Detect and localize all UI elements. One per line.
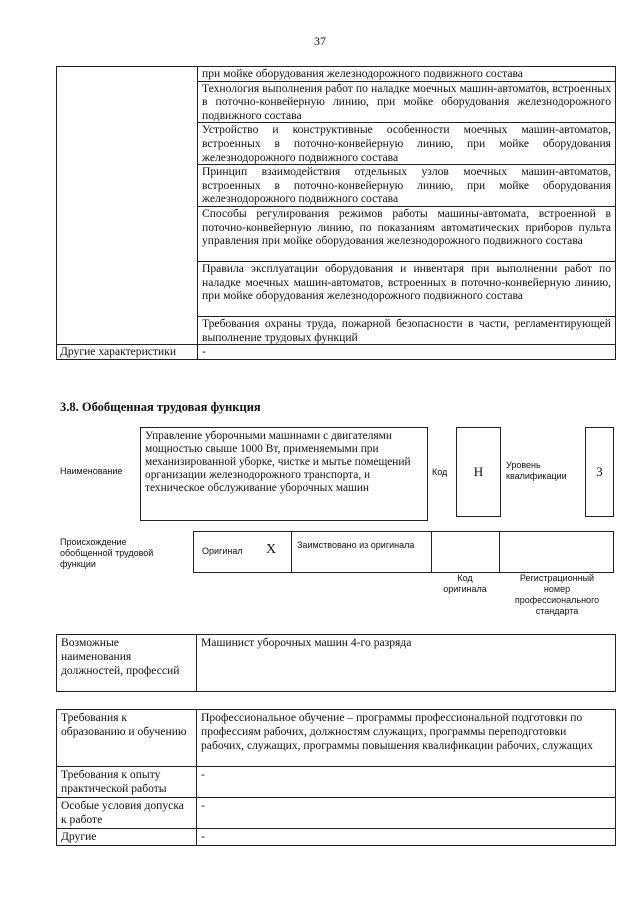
table-row xyxy=(57,829,616,846)
requirement-value: - xyxy=(197,829,616,846)
table-cell: - xyxy=(198,345,616,360)
table-cell: Правила эксплуатации оборудования и инвентаря при выполнении работ по наладке моечных машин-автоматов, встроенных в поточно-конвейерную линию, при мойке оборудования железнодорожного подвижного состава xyxy=(198,261,616,316)
requirement-label: Требования к опыту практической работы xyxy=(57,767,197,798)
original-label: Оригинал xyxy=(202,546,243,556)
table-cell: при мойке оборудования железнодорожного подвижного состава xyxy=(198,67,616,82)
requirement-label: Другие xyxy=(57,829,197,846)
origin-label: Происхождение обобщенной трудовой функции xyxy=(60,537,154,569)
requirement-value: - xyxy=(197,798,616,829)
positions-value: Машинист уборочных машин 4-го разряда xyxy=(197,635,616,692)
requirement-label: Особые условия допуска к работе xyxy=(57,798,197,829)
table-cell: Другие характеристики xyxy=(57,345,198,360)
positions-table xyxy=(56,634,616,692)
code-original-cell xyxy=(431,532,500,572)
knowledge-table xyxy=(56,66,616,360)
table-cell: Технология выполнения работ по наладке моечных машин-автоматов, встроенных в поточно-конвейерную линию, при мойке оборудования железнодорожного подвижного состава xyxy=(198,81,616,123)
function-name-box xyxy=(140,427,428,521)
table-row xyxy=(57,345,616,360)
level-value-box xyxy=(585,427,614,517)
table-cell: Устройство и конструктивные особенности моечных машин-автоматов, встроенных в поточно-конвейерную линию, при мойке оборудования железнодорожного подвижного состава xyxy=(198,123,616,165)
positions-label: Возможные наименования должностей, профессий xyxy=(57,635,197,692)
borrowed-label: Заимствовано из оригинала xyxy=(297,540,415,550)
requirements-table xyxy=(56,709,616,846)
table-cell: Требования охраны труда, пожарной безопасности в части, регламентирующей выполнение трудовых функций xyxy=(198,316,616,344)
page-number: 37 xyxy=(314,34,326,48)
section-title: 3.8. Обобщенная трудовая функция xyxy=(60,400,261,414)
level-label: Уровень квалификации xyxy=(506,460,567,481)
requirement-value: - xyxy=(197,767,616,798)
reg-number-caption: Регистрационный номер профессионального стандарта xyxy=(514,573,600,616)
code-value: H xyxy=(473,464,484,479)
code-value-box xyxy=(456,427,501,517)
table-cell: Принцип взаимодействия отдельных узлов моечных машин-автоматов, встроенных в поточно-конвейерную линию, при мойке оборудования железнодорожного подвижного состава xyxy=(198,165,616,207)
code-original-caption: Код оригинала xyxy=(443,573,487,594)
borrowed-cell xyxy=(291,532,432,572)
original-cell xyxy=(194,532,292,572)
function-name-text: Управление уборочными машинами с двигателями мощностью свыше 1000 Вт, применяемыми при механизированной уборке, чистке и мытье помещений организации железнодорожного транспорта, и техническое обслуживание уборочных машин xyxy=(145,430,411,494)
origin-row xyxy=(193,531,614,573)
table-cell: Способы регулирования режимов работы машины-автомата, встроенной в поточно-конвейерную линию, по показаниям автоматических приборов пульта управления при мойке оборудования железнодорожного подвижного состава xyxy=(198,206,616,261)
table-row xyxy=(57,635,616,692)
table-row xyxy=(57,67,616,82)
table-row xyxy=(57,767,616,798)
requirement-value: Профессиональное обучение – программы профессиональной подготовки по профессиям рабочих, должностям служащих, программы переподготовки рабочих, служащих, программы повышения квалификации рабочих, служащих xyxy=(197,710,616,767)
original-mark: X xyxy=(266,542,277,557)
table-row xyxy=(57,710,616,767)
requirement-label: Требования к образованию и обучению xyxy=(57,710,197,767)
table-left-cell xyxy=(57,67,198,345)
level-value: 3 xyxy=(596,464,603,479)
table-row xyxy=(57,798,616,829)
code-label: Код xyxy=(432,467,448,477)
name-label: Наименование xyxy=(60,466,123,476)
